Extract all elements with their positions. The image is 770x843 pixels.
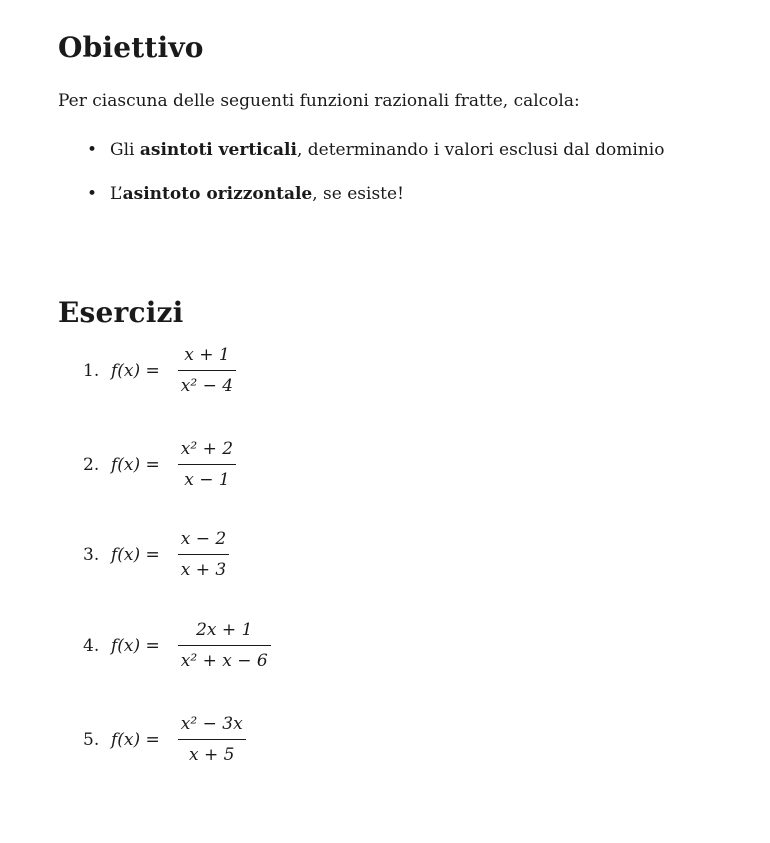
goal-text-bold: asintoti verticali: [139, 140, 297, 160]
function-label: f(x) =: [111, 729, 160, 750]
goal-text-bold: asintoto orizzontale: [122, 184, 313, 204]
section-title-obiettivo: Obiettivo: [58, 31, 204, 64]
fraction-numerator: x² − 3x: [180, 714, 243, 734]
exercise-number: 1.: [83, 360, 100, 381]
intro-text: Per ciascuna delle seguenti funzioni razionali fratte, calcola:: [58, 91, 580, 111]
fraction-bar: [178, 645, 271, 646]
goal-item-vertical-asymptotes: [58, 140, 664, 184]
exercise-item: [83, 713, 246, 766]
goal-text-suffix: , determinando i valori esclusi dal dominio: [296, 140, 665, 160]
function-label: f(x) =: [111, 360, 160, 381]
goal-text-suffix: , se esiste!: [312, 184, 404, 204]
fraction-denominator: x + 3: [180, 560, 227, 580]
fraction-numerator: 2x + 1: [196, 620, 253, 640]
fraction-denominator: x + 5: [188, 745, 235, 765]
fraction-denominator: x² + x − 6: [180, 651, 268, 671]
fraction-bar: [178, 370, 236, 371]
exercise-number: 5.: [83, 729, 100, 750]
fraction: [178, 528, 229, 581]
goal-text-prefix: L’: [110, 184, 123, 204]
exercise-item: [83, 344, 236, 397]
exercise-number: 4.: [83, 635, 100, 656]
fraction-denominator: x² − 4: [180, 376, 234, 396]
fraction-denominator: x − 1: [184, 470, 230, 490]
exercise-item: [83, 619, 271, 672]
fraction: [178, 619, 271, 672]
exercise-item: [83, 528, 229, 581]
fraction-numerator: x + 1: [184, 345, 230, 365]
function-label: f(x) =: [111, 544, 160, 565]
fraction-bar: [178, 464, 236, 465]
function-label: f(x) =: [111, 454, 160, 475]
section-title-esercizi: Esercizi: [58, 296, 184, 329]
exercise-number: 3.: [83, 544, 100, 565]
fraction-bar: [178, 739, 246, 740]
goals-list: [58, 140, 664, 228]
goal-item-horizontal-asymptote: [58, 184, 664, 228]
exercise-item: [83, 438, 236, 491]
function-label: f(x) =: [111, 635, 160, 656]
fraction: [178, 344, 236, 397]
fraction-bar: [178, 554, 229, 555]
fraction: [178, 438, 236, 491]
fraction-numerator: x² + 2: [180, 439, 234, 459]
goal-text-prefix: Gli: [110, 140, 140, 160]
fraction: [178, 713, 246, 766]
exercise-number: 2.: [83, 454, 100, 475]
fraction-numerator: x − 2: [180, 529, 227, 549]
